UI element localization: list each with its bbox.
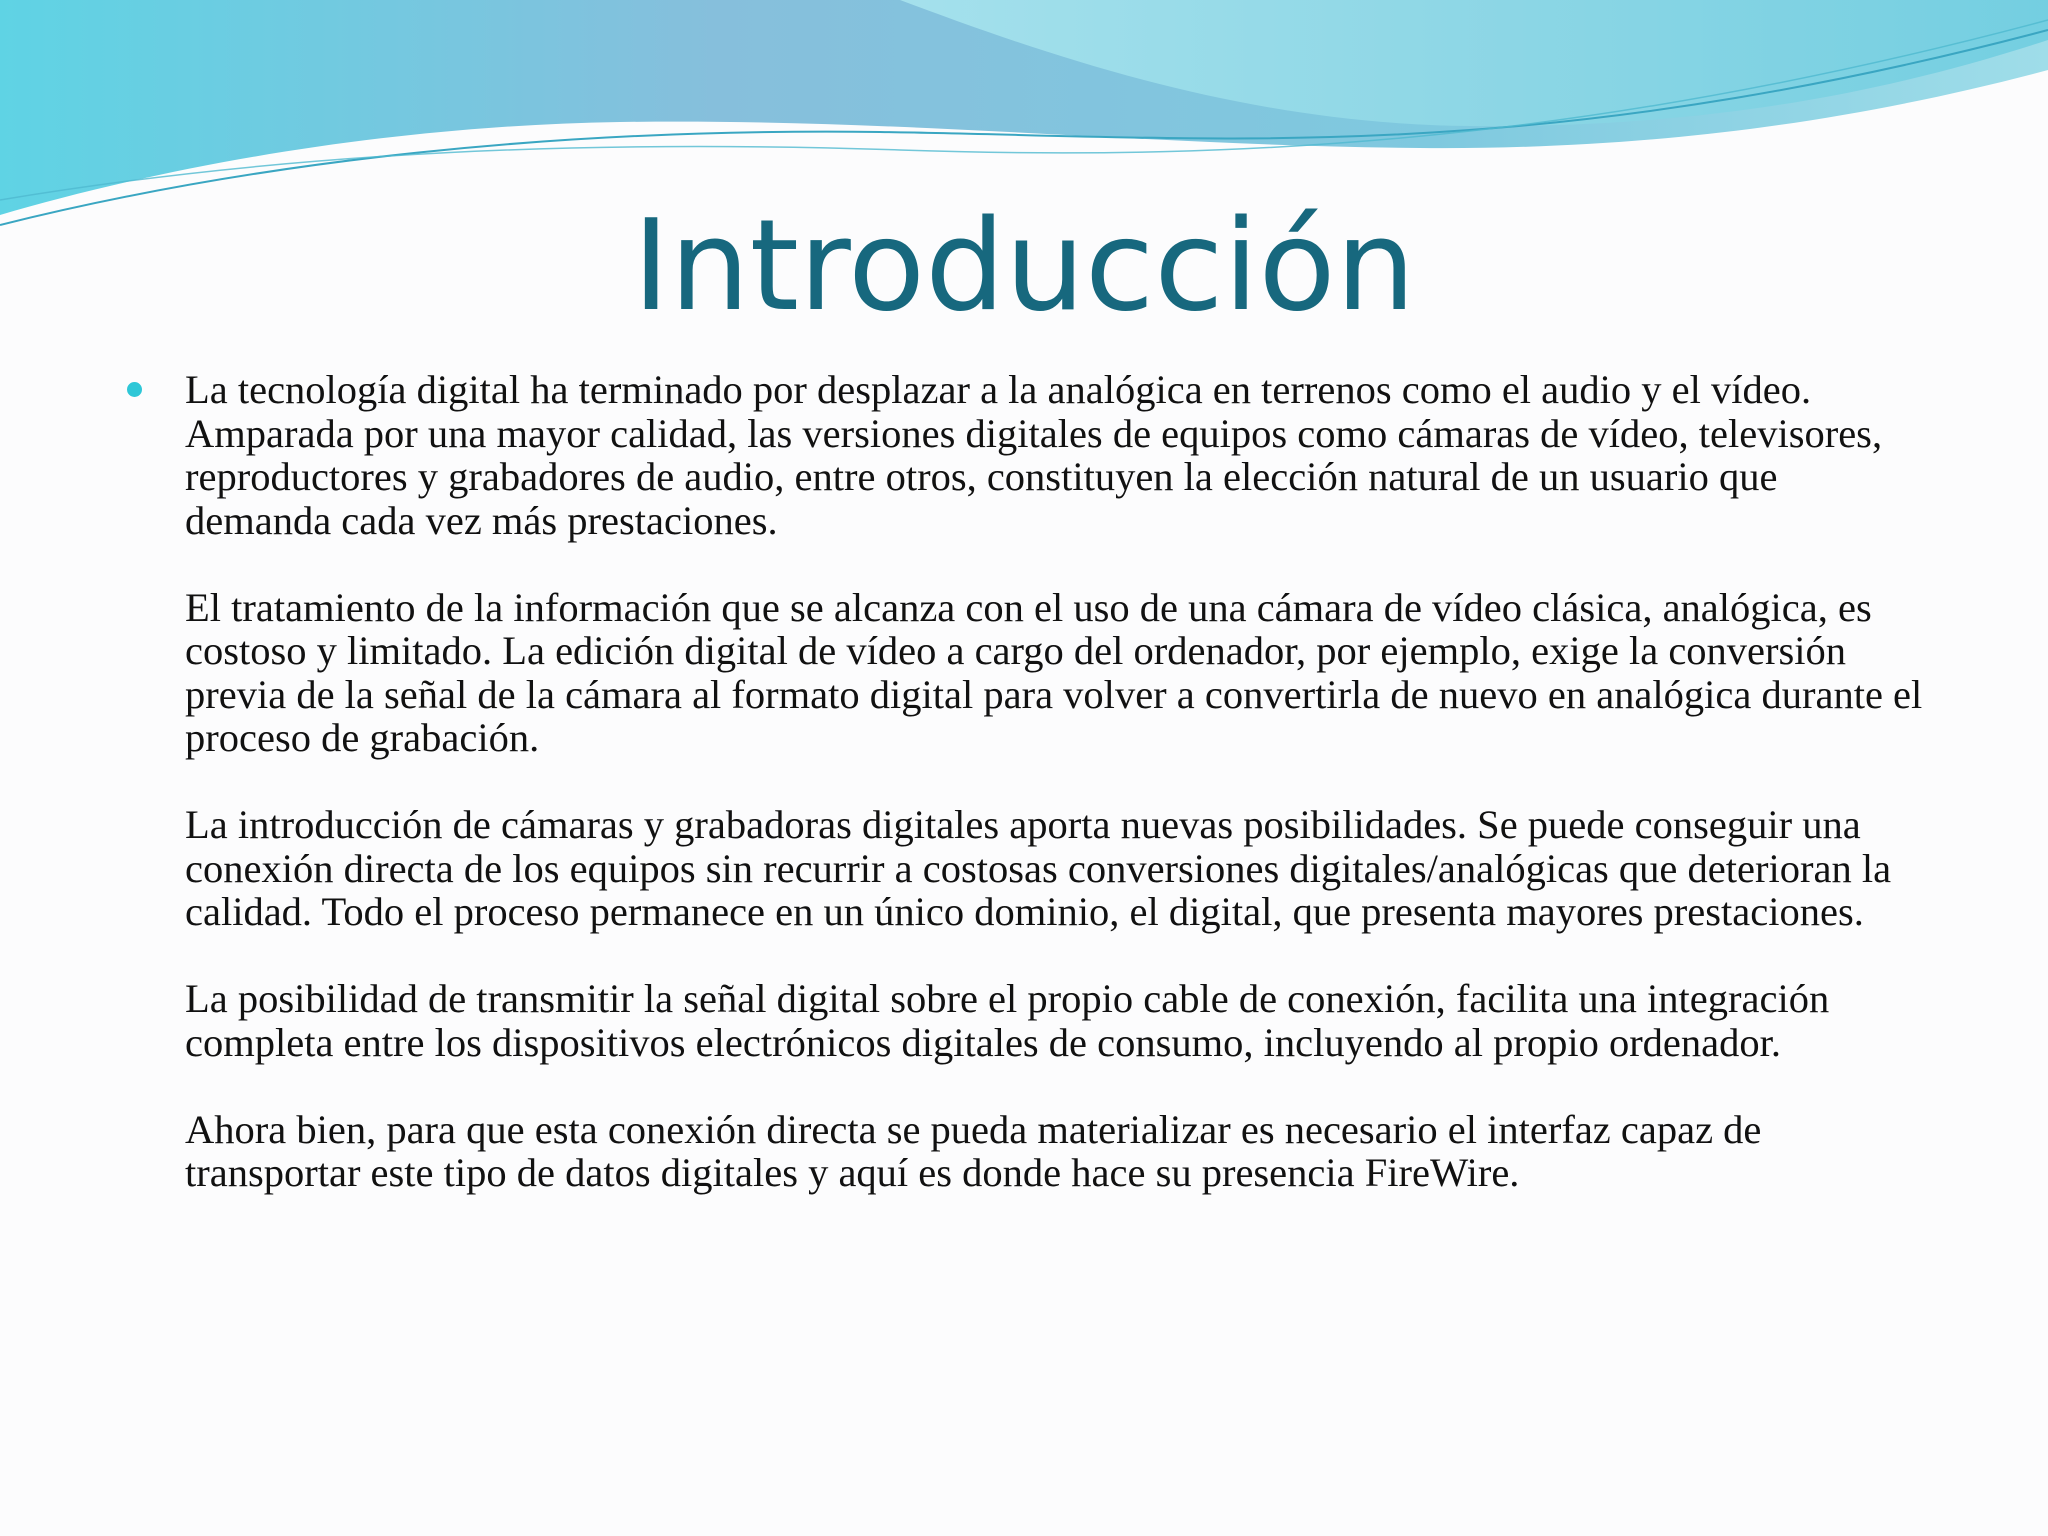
paragraph: La introducción de cámaras y grabadoras digitales aporta nuevas posibilidades. Se puede conseguir una conexión directa de los equipos sin recurrir a costosas conversiones digitales/analógicas que deterioran la calidad. Todo el proceso permanece en un único dominio, el digital, que presenta mayores prestaciones. bbox=[185, 802, 1892, 934]
paragraph: La posibilidad de transmitir la señal digital sobre el propio cable de conexión, facilita una integración completa entre los dispositivos electrónicos digitales de consumo, incluyendo al propio ordenador. bbox=[185, 976, 1830, 1065]
paragraph: El tratamiento de la información que se alcanza con el uso de una cámara de vídeo clásica, analógica, es costoso y limitado. La edición digital de vídeo a cargo del ordenador, por ejemplo, exige la conversión previa de la señal de la cámara al formato digital para volver a convertirla de nuevo en analógica durante el proceso de grabación. bbox=[185, 584, 1923, 760]
paragraph: Ahora bien, para que esta conexión directa se pueda materializar es necesario el interfaz capaz de transportar este tipo de datos digitales y aquí es donde hace su presencia FireWire. bbox=[185, 1106, 1762, 1195]
body-text bbox=[185, 368, 1925, 1238]
circle-bullet-icon bbox=[127, 382, 142, 397]
slide-title: Introducción bbox=[632, 192, 1416, 339]
paragraph: La tecnología digital ha terminado por desplazar a la analógica en terrenos como el audio y el vídeo. Amparada por una mayor calidad, las versiones digitales de equipos como cámaras de vídeo, televisores, reproductores y grabadores de audio, entre otros, constituyen la elección natural de un usuario que demanda cada vez más prestaciones. bbox=[185, 367, 1883, 543]
